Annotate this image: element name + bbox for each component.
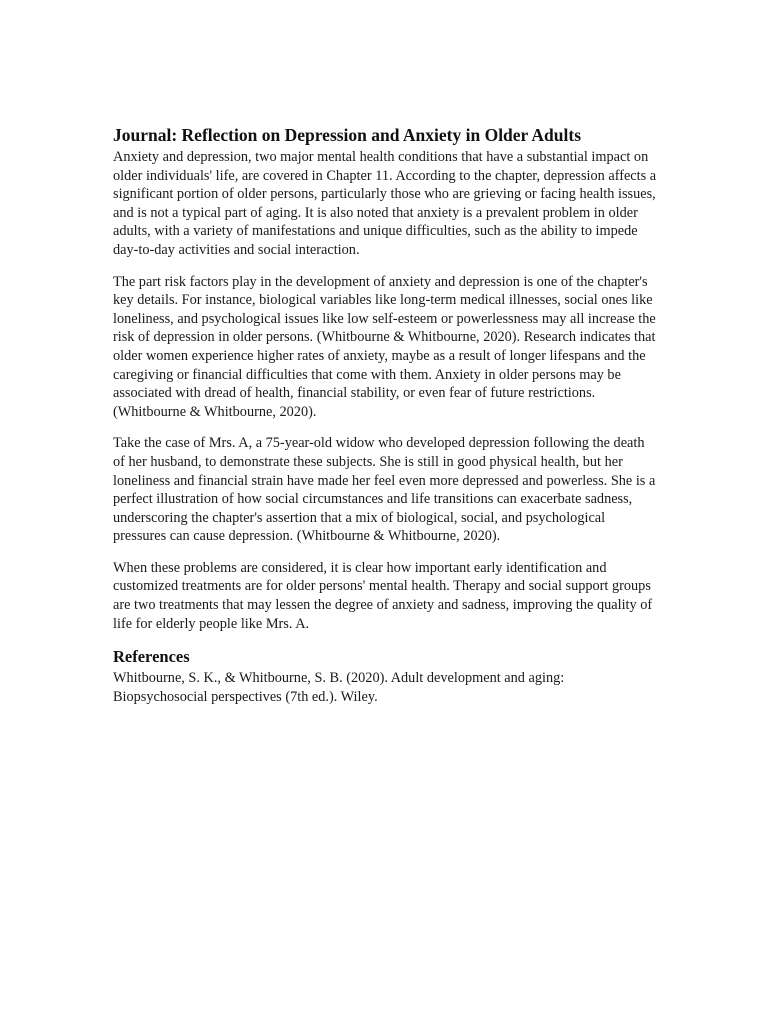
references-heading: References (113, 647, 190, 667)
body-paragraph-4: When these problems are considered, it is clear how important early identification and customized treatments are for older persons' mental health. Therapy and social support groups are two treatments that may lessen the degree of anxiety and sadness, improving the quality of life for elderly people like Mrs. A. (113, 559, 653, 632)
body-paragraph-3: Take the case of Mrs. A, a 75-year-old widow who developed depression following the death of her husband, to demonstrate these subjects. She is still in good physical health, but her loneliness and financial strain have made her feel even more depressed and powerless. She is a perfect illustration of how social circumstances and life transitions can exacerbate sadness, underscoring the chapter's assertion that a mix of biological, social, and psychological pressures can cause depression. (Whitbourne & Whitbourne, 2020). (113, 435, 656, 545)
body-paragraph-1: Anxiety and depression, two major mental health conditions that have a substantial impact on older individuals' life, are covered in Chapter 11. According to the chapter, depression affects a significant portion of older persons, particularly those who are grieving or facing health issues, and is not a typical part of aging. It is also noted that anxiety is a prevalent problem in older adults, with a variety of manifestations and unique difficulties, such as the ability to impede day-to-day activities and social interaction. (113, 149, 657, 258)
document-title: Journal: Reflection on Depression and Anxiety in Older Adults (113, 125, 582, 145)
body-paragraph-2: The part risk factors play in the development of anxiety and depression is one of the chapter's key details. For instance, biological variables like long-term medical illnesses, social ones like loneliness, and psychological issues like low self-esteem or powerlessness may all increase the risk of depression in older persons. (Whitbourne & Whitbourne, 2020). Research indicates that older women experience higher rates of anxiety, maybe as a result of longer lifespans and the caregiving or financial difficulties that come with them. Anxiety in older persons may be associated with dread of health, financial stability, or even fear of future restrictions. (Whitbourne & Whitbourne, 2020). (113, 273, 656, 420)
document-page (113, 124, 658, 706)
reference-entry: Whitbourne, S. K., & Whitbourne, S. B. (2020). Adult development and aging: Biopsychosocial perspectives (7th ed.). Wiley. (113, 670, 565, 705)
